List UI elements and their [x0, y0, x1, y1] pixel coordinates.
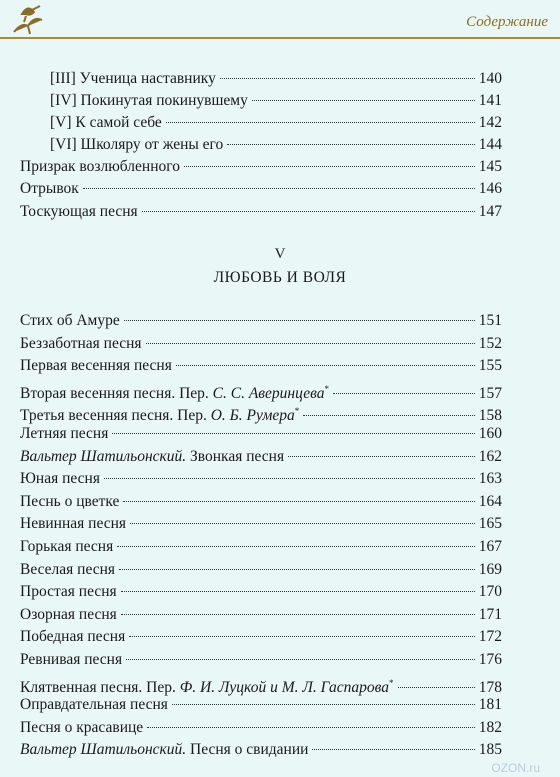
dot-leader: [252, 100, 475, 101]
toc-entry-title: [20, 401, 299, 426]
toc-entry-page: 172: [478, 628, 502, 645]
toc-entry-title: [20, 560, 115, 580]
toc-entry-translator: С. С. Аверинцева: [212, 385, 325, 402]
dot-leader: [220, 78, 475, 79]
toc-entry: [20, 673, 502, 696]
toc-entry-page: 142: [478, 114, 502, 131]
dot-leader: [123, 501, 474, 502]
toc-entry-text: [IV] Покинутая покинувшему: [50, 92, 248, 109]
dot-leader: [166, 122, 475, 123]
toc-entry: [50, 69, 502, 89]
toc-entry-title: [20, 740, 308, 760]
toc-entry-title: [20, 718, 143, 738]
toc-entry-text: Юная песня: [20, 470, 100, 487]
toc-entry: [20, 469, 502, 489]
toc-entry: [20, 492, 502, 512]
toc-entry: [20, 356, 502, 376]
toc-entry-text: Летняя песня: [20, 425, 109, 442]
toc-entry: [20, 650, 502, 670]
toc-entry-title: [20, 537, 113, 557]
section-title: ЛЮБОВЬ И ВОЛЯ: [213, 269, 347, 286]
dot-leader: [146, 343, 475, 344]
toc-entry-page: 141: [478, 92, 502, 109]
dot-leader: [130, 523, 475, 524]
toc-entry-page: 182: [478, 719, 502, 736]
toc-entry-text: Горькая песня: [20, 538, 114, 555]
dot-leader: [124, 320, 475, 321]
toc-entry-title: [20, 695, 168, 715]
toc-entry-text: Невинная песня: [20, 515, 127, 532]
toc-entry-text: Ревнивая песня: [20, 651, 123, 668]
toc-entry-text: Первая весенняя песня: [20, 357, 172, 374]
toc-entry-page: 162: [478, 448, 502, 465]
footnote-mark: *: [389, 678, 394, 688]
toc-entry-title: [20, 627, 125, 647]
toc-entry-title: [20, 582, 117, 602]
toc-entry-text: Стих об Амуре: [20, 312, 120, 329]
dot-leader: [117, 546, 475, 547]
dot-leader: [83, 188, 475, 189]
running-title: Содержание: [466, 14, 548, 30]
toc-entry-page: 155: [478, 357, 502, 374]
toc-entry-author: Вальтер Шатильонский.: [20, 448, 187, 465]
dot-leader: [398, 687, 475, 688]
toc-entry-title: [20, 157, 180, 177]
toc-entry-page: 152: [478, 335, 502, 352]
toc-entry: [20, 179, 502, 199]
toc-entry-text: Веселая песня: [20, 561, 116, 578]
toc-entry: [20, 311, 502, 331]
toc-entry-page: 151: [478, 312, 502, 329]
toc-entry-title: [20, 650, 122, 670]
toc-entry: [20, 627, 502, 647]
toc-entry-title: [20, 514, 126, 534]
toc-entry-page: 145: [478, 158, 502, 175]
toc-entry: [50, 135, 502, 155]
toc-entry: [20, 401, 502, 424]
dot-leader: [121, 614, 475, 615]
footnote-mark: *: [294, 406, 300, 416]
toc-entry-text: [V] К самой себе: [50, 114, 162, 131]
toc-entry-page: 160: [478, 425, 502, 442]
toc-entry-page: 176: [478, 651, 502, 668]
toc-entry-title: [20, 334, 142, 354]
toc-entry-text: Третья весенняя песня. Пер.: [20, 407, 211, 424]
toc-entry: [20, 379, 502, 402]
toc-entry-text: Отрывок: [20, 180, 79, 197]
toc-entry-text: Тоскующая песня: [20, 203, 138, 220]
dot-leader: [312, 749, 474, 750]
toc-entry-text: Озорная песня: [20, 606, 117, 623]
toc-entry-page: 140: [478, 70, 502, 87]
toc-entry-page: 165: [478, 515, 502, 532]
toc-entry-title: [20, 311, 120, 331]
dot-leader: [288, 456, 475, 457]
section-number: V: [274, 246, 286, 262]
jester-figure-icon: [8, 2, 48, 36]
toc-entry-title: [50, 135, 223, 155]
toc-entry: [50, 91, 502, 111]
toc-entry-page: 144: [478, 136, 502, 153]
dot-leader: [184, 166, 475, 167]
toc-entry-title: [20, 605, 117, 625]
toc-entry: [20, 582, 502, 602]
toc-entry-title: [20, 492, 119, 512]
dot-leader: [119, 569, 475, 570]
toc-entry-title: [20, 469, 100, 489]
toc-entry-text: Песнь о цветке: [20, 493, 120, 510]
toc-entry-title: [20, 202, 138, 222]
toc-entry: [20, 695, 502, 715]
toc-entry-text: [VI] Школяру от жены его: [50, 136, 224, 153]
toc-entry: [20, 560, 502, 580]
toc-entry-page: 164: [478, 493, 502, 510]
dot-leader: [129, 636, 475, 637]
toc-entry-text: Клятвенная песня. Пер.: [20, 679, 180, 696]
footnote-mark: *: [324, 384, 329, 394]
toc-entry-page: 157: [478, 385, 502, 402]
toc-entry-page: 181: [478, 696, 502, 713]
toc-entry-page: 185: [478, 741, 502, 758]
toc-entry-text: Вторая весенняя песня. Пер.: [20, 385, 213, 402]
toc-entry-text: Призрак возлюбленного: [20, 158, 180, 175]
dot-leader: [172, 704, 475, 705]
dot-leader: [104, 478, 475, 479]
dot-leader: [227, 144, 474, 145]
toc-entry: [20, 157, 502, 177]
dot-leader: [112, 433, 474, 434]
dot-leader: [121, 591, 475, 592]
toc-entry-translator: Ф. И. Луцкой и М. Л. Гаспарова: [179, 679, 390, 696]
toc-entry-text: Песня о красавице: [20, 719, 144, 736]
toc-entry-page: 147: [478, 203, 502, 220]
dot-leader: [147, 727, 475, 728]
toc-entry-page: 170: [478, 583, 502, 600]
toc-entry-page: 169: [478, 561, 502, 578]
toc-entry: [20, 202, 502, 222]
header-rule: [0, 37, 560, 39]
toc-entry-text: [III] Ученица наставнику: [50, 70, 216, 87]
toc-entry: [20, 537, 502, 557]
toc-entry: [20, 334, 502, 354]
dot-leader: [176, 365, 475, 366]
toc-entry: [50, 113, 502, 133]
toc-entry-title: [50, 91, 248, 111]
toc-entry-text: Оправдательная песня: [20, 696, 168, 713]
toc-entry: [20, 740, 502, 760]
watermark: OZON.ru: [491, 761, 540, 775]
toc-entry-text: Победная песня: [20, 628, 126, 645]
toc-entry: [20, 605, 502, 625]
toc-entry-text: Беззаботная песня: [20, 335, 142, 352]
toc-entry-title: [20, 356, 172, 376]
toc-entry: [20, 718, 502, 738]
toc-entry-title: [20, 424, 108, 444]
toc-entry-page: 146: [478, 180, 502, 197]
toc-entry-title: [20, 179, 79, 199]
dot-leader: [126, 659, 475, 660]
toc-entry: [20, 447, 502, 467]
toc-entry-page: 158: [478, 407, 502, 424]
toc-entry-text: Звонкая песня: [186, 448, 285, 465]
toc-entry-title: [20, 447, 284, 467]
toc-entry-page: 167: [478, 538, 502, 555]
toc-entry-text: Песня о свидании: [186, 741, 309, 758]
toc-entry: [20, 424, 502, 444]
dot-leader: [333, 393, 475, 394]
toc-entry-title: [50, 69, 216, 89]
dot-leader: [142, 211, 475, 212]
dot-leader: [303, 415, 474, 416]
toc-entry-author: Вальтер Шатильонский.: [20, 741, 187, 758]
toc-entry-translator: О. Б. Румера: [210, 407, 295, 424]
toc-entry: [20, 514, 502, 534]
toc-entry-page: 178: [478, 679, 502, 696]
toc-entry-page: 171: [478, 606, 502, 623]
toc-entry-page: 163: [478, 470, 502, 487]
toc-entry-text: Простая песня: [20, 583, 117, 600]
toc-entry-title: [50, 113, 162, 133]
